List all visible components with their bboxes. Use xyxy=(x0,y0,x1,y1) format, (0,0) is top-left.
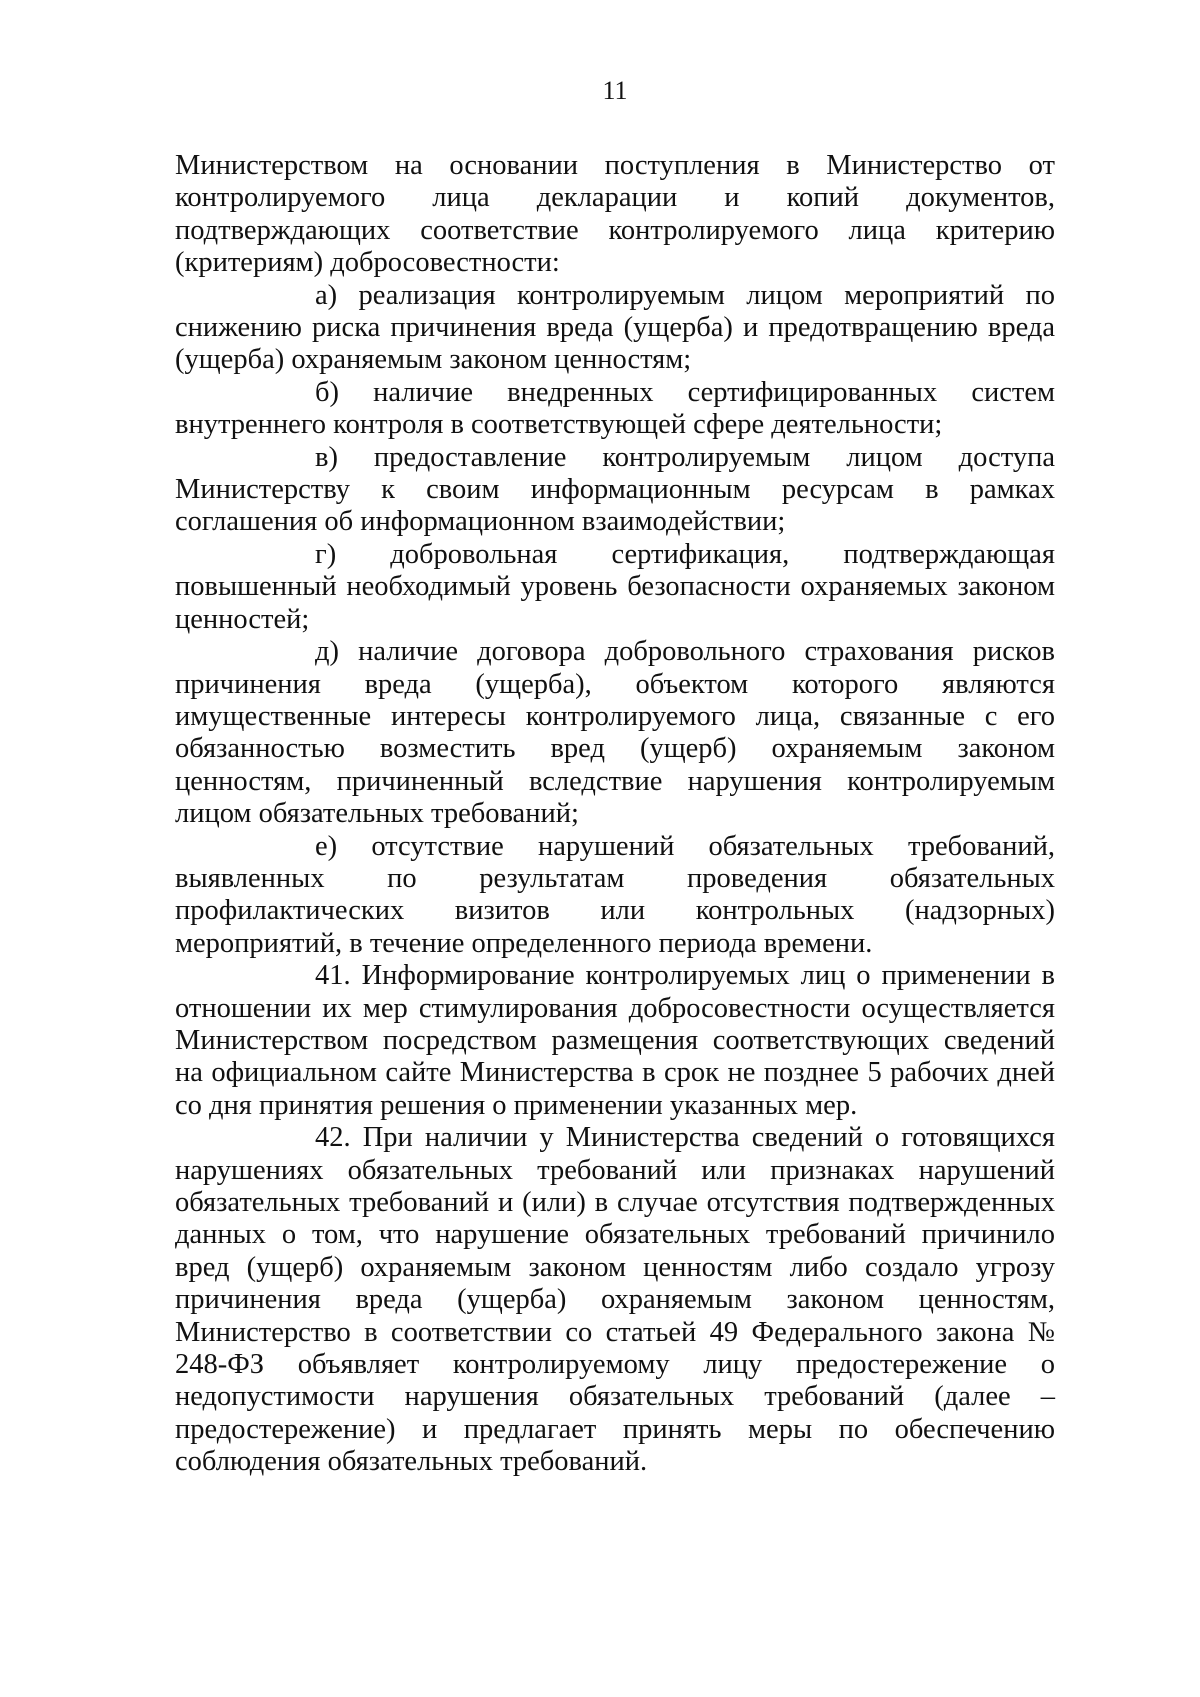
list-marker: г) xyxy=(315,538,337,570)
clause-text: При наличии у Министерства сведений о готовящихся нарушениях обязательных требований или признаках нарушений обязательных требований и (или) в случае отсутствия подтвержденных данных о том, что нарушение обязательных требований причинило вред (ущерб) охраняемым законом ценностям либо создало угрозу причинения вреда (ущерба) охраняемым законом ценностям, Министерство в соответствии со статьей 49 Федерального закона № 248-ФЗ объявляет контролируемому лицу предостережение о недопустимости нарушения обязательных требований (далее – предостережение) и предлагает принять меры по обеспечению соблюдения обязательных требований. xyxy=(175,1122,1055,1478)
paragraph-text: Министерством на основании поступления в Министерство от контролируемого лица декларации и копий документов, подтверждающих соответствие контролируемого лица критерию (критериям) добросовестности: xyxy=(175,150,1055,279)
list-item-text: предоставление контролируемым лицом доступа Министерству к своим информационным ресурсам в рамках соглашения об информационном взаимодействии; xyxy=(175,441,1055,538)
list-item-v xyxy=(175,442,1055,539)
list-item-text: наличие внедренных сертифицированных систем внутреннего контроля в соответствующей сфере деятельности; xyxy=(175,376,1056,441)
list-marker: б) xyxy=(315,376,339,408)
list-marker: е) xyxy=(315,830,338,862)
clause-number: 41. xyxy=(315,960,351,992)
list-marker: а) xyxy=(315,279,338,311)
list-item-b xyxy=(175,377,1055,442)
list-marker: д) xyxy=(315,636,339,668)
list-item-text: наличие договора добровольного страхования рисков причинения вреда (ущерба), объектом которого являются имущественные интересы контролируемого лица, связанные с его обязанностью возместить вред (ущерб) охраняемым законом ценностям, причиненный вследствие нарушения контролируемым лицом обязательных требований; xyxy=(175,636,1055,830)
list-marker: в) xyxy=(315,441,338,473)
clause-42 xyxy=(175,1122,1055,1478)
list-item-text: отсутствие нарушений обязательных требований, выявленных по результатам проведения обязательных профилактических визитов или контрольных (надзорных) мероприятий, в течение определенного периода времени. xyxy=(175,830,1056,959)
clause-text: Информирование контролируемых лиц о применении в отношении их мер стимулирования добросовестности осуществляется Министерством посредством размещения соответствующих сведений на официальном сайте Министерства в срок не позднее 5 рабочих дней со дня принятия решения о применении указанных мер. xyxy=(175,960,1055,1121)
list-item-e xyxy=(175,831,1055,961)
list-item-d xyxy=(175,636,1055,830)
page-number: 11 xyxy=(602,76,628,105)
list-item-text: добровольная сертификация, подтверждающая повышенный необходимый уровень безопасности охраняемых законом ценностей; xyxy=(175,538,1055,635)
list-item-a xyxy=(175,280,1055,377)
paragraph-intro xyxy=(175,150,1055,280)
clause-number: 42. xyxy=(315,1122,351,1154)
list-item-text: реализация контролируемым лицом мероприятий по снижению риска причинения вреда (ущерба) и предотвращению вреда (ущерба) охраняемым законом ценностям; xyxy=(175,279,1056,376)
document-body xyxy=(175,150,1055,1479)
clause-41 xyxy=(175,960,1055,1122)
list-item-g xyxy=(175,539,1055,636)
